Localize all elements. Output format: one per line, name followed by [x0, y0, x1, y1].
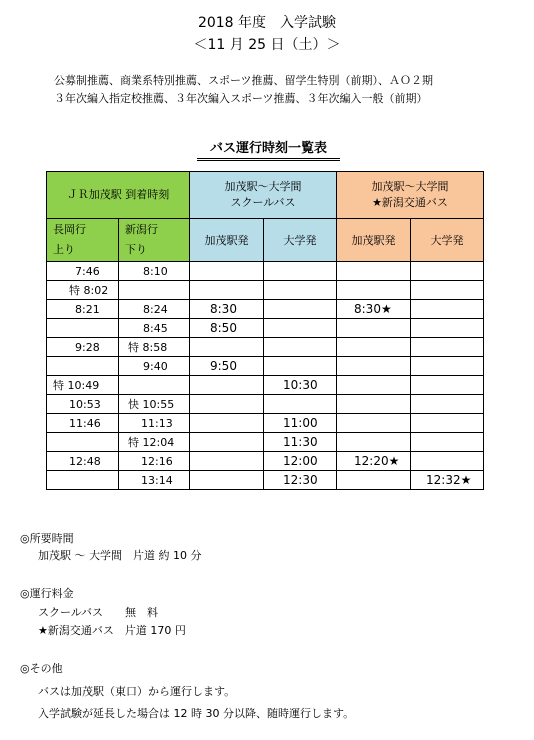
table-cell [337, 414, 411, 433]
school-bus-kamo-dep-header: 加茂駅発 [190, 219, 264, 262]
table-cell [190, 281, 264, 300]
table-cell [190, 471, 264, 490]
other-note-2: 入学試験が延長した場合は 12 時 30 分以降、随時運行します。 [38, 707, 355, 720]
table-cell [337, 281, 411, 300]
timetable-heading: バス運行時刻一覧表 [197, 140, 340, 161]
niigata-bound-header: 新潟行 下り [119, 219, 190, 262]
table-cell [190, 376, 264, 395]
table-cell: 8:30 [190, 300, 264, 319]
table-cell [337, 433, 411, 452]
table-cell [119, 281, 190, 300]
document-title: 2018 年度 入学試験 [197, 15, 337, 31]
table-row [47, 414, 484, 433]
niigata-bus-univ-dep-header: 大学発 [411, 219, 484, 262]
table-cell: 12:48 [47, 452, 119, 471]
table-cell: 13:14 [119, 471, 190, 490]
table-cell [264, 300, 337, 319]
travel-time-title: ◎所要時間 [20, 532, 74, 545]
table-cell: 9:40 [119, 357, 190, 376]
table-cell [47, 319, 119, 338]
bus-timetable [46, 171, 484, 490]
table-cell [411, 338, 484, 357]
table-cell: 11:00 [264, 414, 337, 433]
table-row [47, 471, 484, 490]
table-cell: 特 10:49 [47, 376, 119, 395]
table-cell: 12:30 [264, 471, 337, 490]
table-cell: 11:30 [264, 433, 337, 452]
table-cell [411, 262, 484, 281]
table-cell [264, 281, 337, 300]
table-cell: 11:46 [47, 414, 119, 433]
table-cell: 特 8:58 [119, 338, 190, 357]
table-cell [190, 452, 264, 471]
table-cell [264, 262, 337, 281]
table-cell: 10:53 [47, 395, 119, 414]
table-cell [337, 262, 411, 281]
table-cell: 9:28 [47, 338, 119, 357]
table-row [47, 376, 484, 395]
table-cell [411, 452, 484, 471]
table-cell: 8:21 [47, 300, 119, 319]
table-cell: 8:30★ [337, 300, 411, 319]
table-cell: 8:45 [119, 319, 190, 338]
school-bus-univ-dep-header: 大学発 [264, 219, 337, 262]
table-cell [411, 300, 484, 319]
other-note-1: バスは加茂駅（東口）から運行します。 [38, 685, 236, 698]
fare-niigata-bus: ★新潟交通バス 片道 170 円 [38, 624, 186, 637]
niigata-bus-header: 加茂駅～大学間 ★新潟交通バス [337, 172, 484, 219]
table-cell [47, 471, 119, 490]
table-cell: 11:13 [119, 414, 190, 433]
table-cell [411, 395, 484, 414]
other-title: ◎その他 [20, 662, 63, 675]
jr-arrival-header: ＪＲ加茂駅 到着時刻 [47, 172, 190, 219]
table-cell: 8:10 [119, 262, 190, 281]
table-cell: 快 10:55 [119, 395, 190, 414]
table-cell [337, 376, 411, 395]
table-cell: 8:24 [119, 300, 190, 319]
exam-categories-line-1: 公募制推薦、商業系特別推薦、スポーツ推薦、留学生特別（前期）、ＡＯ２期 [54, 74, 434, 87]
table-cell [337, 395, 411, 414]
table-cell [337, 357, 411, 376]
table-cell [264, 319, 337, 338]
travel-time-text: 加茂駅 ～ 大学間 片道 約 10 分 [38, 549, 202, 562]
fare-title: ◎運行料金 [20, 587, 74, 600]
fare-school-bus: スクールバス 無 料 [38, 606, 159, 619]
table-cell [190, 338, 264, 357]
table-row [47, 395, 484, 414]
table-row [47, 357, 484, 376]
table-cell: 12:32★ [411, 471, 484, 490]
table-cell [264, 357, 337, 376]
table-cell [264, 338, 337, 357]
table-cell [411, 376, 484, 395]
table-cell [337, 471, 411, 490]
table-cell [411, 319, 484, 338]
table-cell [411, 414, 484, 433]
table-row [47, 281, 484, 300]
table-cell [264, 395, 337, 414]
table-cell [190, 395, 264, 414]
nagaoka-bound-header: 長岡行 上り [47, 219, 119, 262]
table-cell: 8:50 [190, 319, 264, 338]
table-cell [47, 357, 119, 376]
table-cell: 10:30 [264, 376, 337, 395]
table-row [47, 338, 484, 357]
table-cell: 特 8:02 [47, 281, 119, 300]
table-row [47, 319, 484, 338]
table-cell: 12:16 [119, 452, 190, 471]
table-row [47, 433, 484, 452]
table-row [47, 300, 484, 319]
table-cell [411, 357, 484, 376]
table-cell: 7:46 [47, 262, 119, 281]
table-cell [337, 319, 411, 338]
table-cell [411, 281, 484, 300]
table-cell [190, 414, 264, 433]
table-cell [119, 376, 190, 395]
table-cell: 12:00 [264, 452, 337, 471]
table-cell [47, 433, 119, 452]
table-cell [190, 262, 264, 281]
table-cell [190, 433, 264, 452]
exam-date: ＜11 月 25 日（土）＞ [193, 37, 341, 53]
table-row [47, 262, 484, 281]
exam-categories-line-2: ３年次編入指定校推薦、３年次編入スポーツ推薦、３年次編入一般（前期） [54, 92, 428, 105]
table-cell: 12:20★ [337, 452, 411, 471]
niigata-bus-kamo-dep-header: 加茂駅発 [337, 219, 411, 262]
table-cell: 特 12:04 [119, 433, 190, 452]
table-cell [337, 338, 411, 357]
table-row [47, 452, 484, 471]
table-cell: 9:50 [190, 357, 264, 376]
table-cell [411, 433, 484, 452]
school-bus-header: 加茂駅～大学間 スクールバス [190, 172, 337, 219]
